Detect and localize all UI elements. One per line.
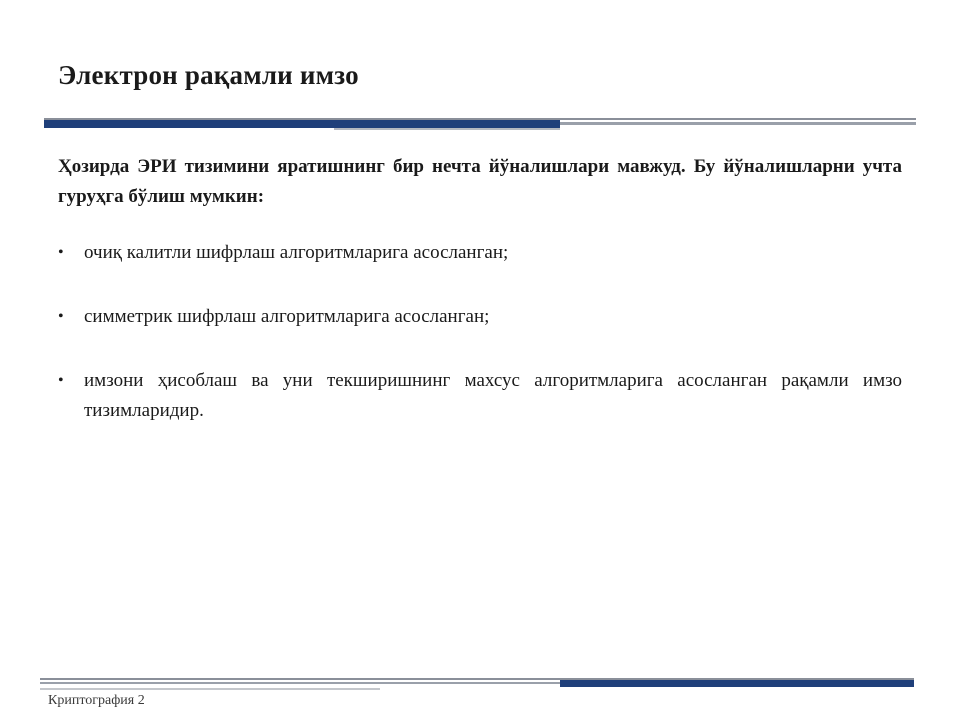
- list-item: [58, 238, 902, 268]
- slide-title: Электрон рақамли имзо: [58, 60, 359, 90]
- footer-divider-line-tertiary: [40, 688, 380, 690]
- list-item: [58, 366, 902, 426]
- title-divider-accent-bar: [44, 120, 560, 128]
- footer-divider-accent-bar: [560, 680, 914, 687]
- list-item-text: имзони ҳисоблаш ва уни текширишнинг махсус алгоритмларига асосланган рақамли имзо тизимларидир.: [84, 370, 902, 421]
- list-item-text: очиқ калитли шифрлаш алгоритмларига асосланган;: [84, 242, 509, 263]
- footer-label: Криптография 2: [48, 693, 145, 708]
- bullet-icon: •: [58, 244, 64, 261]
- title-divider-line-secondary: [560, 122, 916, 125]
- footer-divider-line-secondary: [40, 682, 560, 684]
- intro-paragraph: Ҳозирда ЭРИ тизимини яратишнинг бир нечта йўналишлари мавжуд. Бу йўналишларни учта гуруҳга бўлиш мумкин:: [58, 156, 902, 207]
- slide-body: [58, 152, 902, 460]
- list-item: [58, 302, 902, 332]
- bullet-icon: •: [58, 372, 64, 389]
- bullet-list: [58, 238, 902, 426]
- list-item-text: симметрик шифрлаш алгоритмларига асосланган;: [84, 306, 490, 327]
- bullet-icon: •: [58, 308, 64, 325]
- title-divider-line-tertiary: [334, 128, 560, 130]
